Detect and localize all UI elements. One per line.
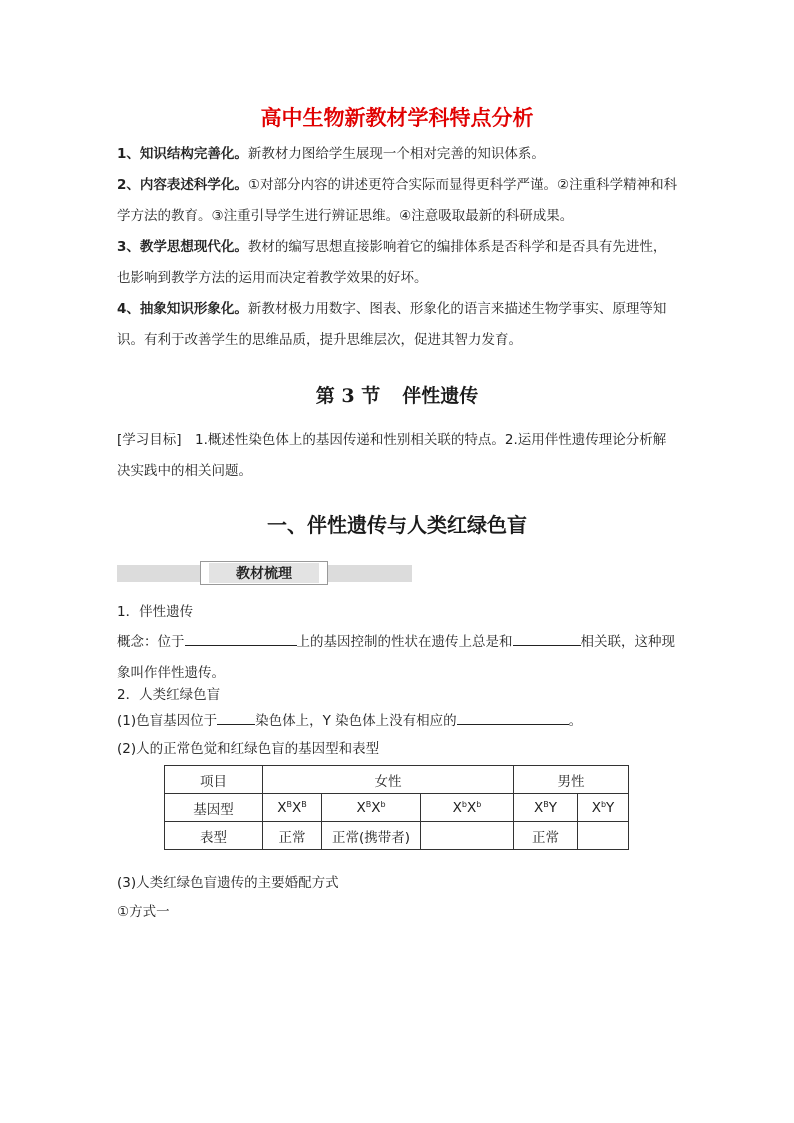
feature-3 bbox=[117, 232, 679, 294]
cell-genotype-XBXB: $X^BX^B$ bbox=[263, 794, 322, 822]
heading-sex-linked: 1．伴性遗传 bbox=[117, 604, 194, 620]
cell-phenotype-2: 正常(携带者) bbox=[322, 822, 421, 850]
feature-2 bbox=[117, 170, 679, 232]
concept-text-a: 概念：位于 bbox=[117, 634, 185, 650]
part-title: 一、伴性遗传与人类红绿色盲 bbox=[267, 513, 527, 537]
item-1 bbox=[117, 706, 679, 737]
blank-4[interactable] bbox=[457, 709, 569, 725]
document-title: 高中生物新教材学科特点分析 bbox=[260, 106, 534, 130]
cell-item-header: 项目 bbox=[165, 766, 263, 794]
feature-1 bbox=[117, 139, 679, 170]
cell-genotype-XBXb: $X^BX^b$ bbox=[322, 794, 421, 822]
section-name: 伴性遗传 bbox=[402, 385, 479, 407]
cell-female-header: 女性 bbox=[263, 766, 514, 794]
learning-goals: [学习目标] 1.概述性染色体上的基因传递和性别相关联的特点。2.运用伴性遗传理论分析解决实践中的相关问题。 bbox=[117, 432, 667, 479]
item-1-text-b: 染色体上，Y 染色体上没有相应的 bbox=[255, 713, 457, 729]
blank-3[interactable] bbox=[217, 709, 255, 725]
table-row bbox=[165, 766, 629, 794]
feature-4-head: 4、抽象知识形象化。 bbox=[117, 301, 248, 317]
item-2: (2)人的正常色觉和红绿色盲的基因型和表型 bbox=[117, 741, 380, 757]
concept-text-c: 相关联，这种现象叫作伴性遗传。 bbox=[117, 634, 675, 681]
section-number: 第 3 节 bbox=[315, 385, 381, 407]
cell-phenotype-5 bbox=[578, 822, 629, 850]
table-row bbox=[165, 794, 629, 822]
feature-3-text: 教材的编写思想直接影响着它的编排体系是否科学和是否具有先进性，也影响到教学方法的运用而决定着教学效果的好坏。 bbox=[117, 239, 667, 286]
cell-genotype-XbXb: $X^bX^b$ bbox=[421, 794, 514, 822]
section-bar-label bbox=[200, 561, 328, 585]
blank-1[interactable] bbox=[185, 630, 297, 646]
feature-4-text: 新教材极力用数字、图表、形象化的语言来描述生物学事实、原理等知识。有利于改善学生的思维品质，提升思维层次，促进其智力发育。 bbox=[117, 301, 667, 348]
concept-text-b: 上的基因控制的性状在遗传上总是和 bbox=[296, 634, 513, 650]
cell-phenotype-4: 正常 bbox=[514, 822, 578, 850]
cell-genotype-label: 基因型 bbox=[165, 794, 263, 822]
feature-2-text: ①对部分内容的讲述更符合实际而显得更科学严谨。②注重科学精神和科学方法的教育。③注重引导学生进行辨证思维。④注意吸取最新的科研成果。 bbox=[117, 177, 678, 224]
blank-2[interactable] bbox=[513, 630, 581, 646]
cell-genotype-XbY: $X^bY$ bbox=[578, 794, 629, 822]
genotype-table bbox=[164, 765, 629, 850]
feature-1-text: 新教材力图给学生展现一个相对完善的知识体系。 bbox=[247, 146, 545, 162]
cell-phenotype-label: 表型 bbox=[165, 822, 263, 850]
table-row bbox=[165, 822, 629, 850]
feature-1-head: 1、知识结构完善化。 bbox=[117, 146, 248, 162]
heading-marriage-modes: (3)人类红绿色盲遗传的主要婚配方式 bbox=[117, 875, 339, 891]
feature-4 bbox=[117, 294, 679, 356]
feature-2-head: 2、内容表述科学化。 bbox=[117, 177, 248, 193]
section-title bbox=[0, 382, 794, 410]
cell-phenotype-3 bbox=[421, 822, 514, 850]
cell-male-header: 男性 bbox=[514, 766, 629, 794]
section-bar-label-text: 教材梳理 bbox=[209, 563, 319, 583]
way-1: ①方式一 bbox=[117, 904, 170, 920]
item-1-text-a: (1)色盲基因位于 bbox=[117, 713, 218, 729]
feature-3-head: 3、教学思想现代化。 bbox=[117, 239, 248, 255]
cell-genotype-XBY: $X^BY$ bbox=[514, 794, 578, 822]
item-1-text-c: 。 bbox=[568, 713, 583, 729]
cell-phenotype-1: 正常 bbox=[263, 822, 322, 850]
heading-color-blindness: 2．人类红绿色盲 bbox=[117, 687, 221, 703]
